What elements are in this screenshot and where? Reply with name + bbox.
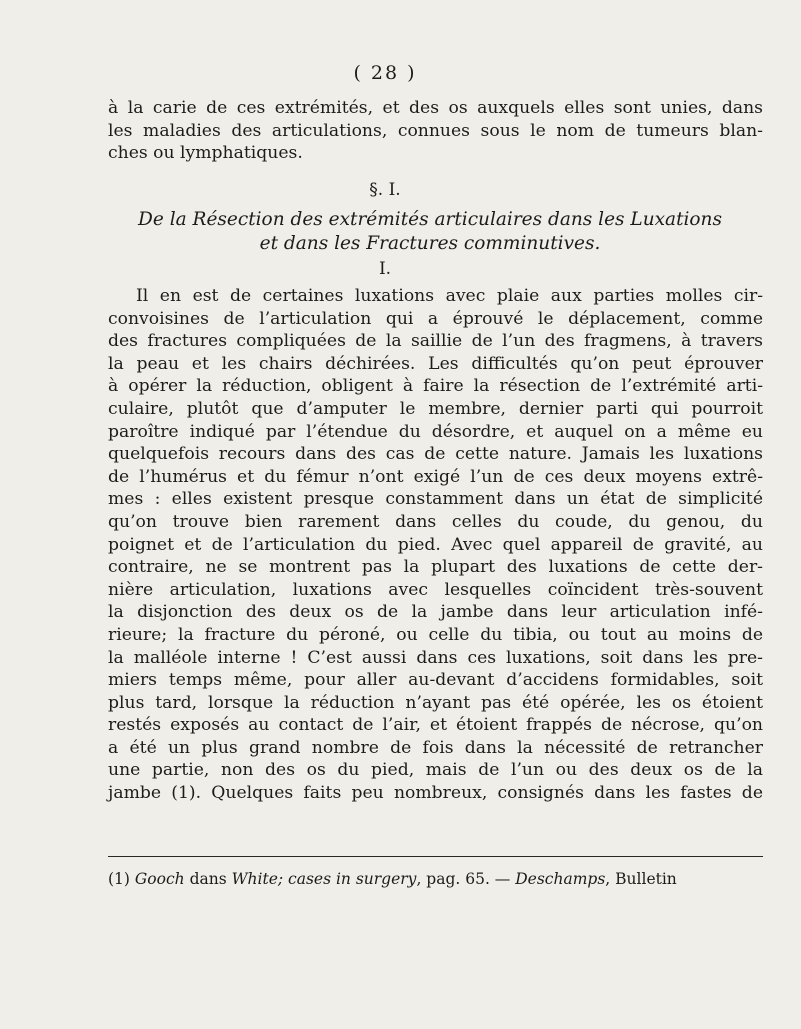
text-line: restés exposés au contact de l’air, et étoient frappés de nécrose, qu’on [108, 715, 763, 736]
section-title-line: et dans les Fractures comminutives. [259, 233, 601, 254]
text-line: a été un plus grand nombre de fois dans la nécessité de retrancher [108, 737, 763, 758]
text-line: qu’on trouve bien rarement dans celles du coude, du genou, du [108, 511, 763, 532]
footnote-divider [108, 856, 763, 857]
text-line: la malléole interne ! C’est aussi dans ces luxations, soit dans les pre- [108, 647, 763, 668]
text-line: quelquefois recours dans des cas de cette nature. Jamais les luxations [108, 444, 763, 465]
section-mark: §. I. [369, 180, 401, 200]
text-line: contraire, ne se montrent pas la plupart des luxations de cette der- [108, 557, 763, 578]
text-line: ches ou lymphatiques. [108, 143, 303, 164]
footnote [108, 870, 763, 888]
text-line: Il en est de certaines luxations avec plaie aux parties molles cir- [136, 286, 763, 306]
text-line: culaire, plutôt que d’amputer le membre, dernier parti qui pourroit [108, 398, 763, 419]
text-line: à la carie de ces extrémités, et des os auxquels elles sont unies, dans [108, 98, 763, 118]
page-number: ( 28 ) [353, 62, 417, 84]
text-line: nière articulation, luxations avec lesquelles coïncident très-souvent [108, 579, 763, 600]
subsection-numeral: I. [378, 259, 392, 279]
body-paragraph [108, 285, 763, 805]
text-line: paroître indiqué par l’étendue du désordre, et auquel on a même eu [108, 421, 763, 442]
text-line: plus tard, lorsque la réduction n’ayant pas été opérée, les os étoient [108, 692, 763, 713]
text-line: jambe (1). Quelques faits peu nombreux, consignés dans les fastes de [108, 783, 763, 804]
footnote-work-title: White; cases in surgery [231, 870, 417, 888]
footnote-text: , Bulletin [605, 870, 677, 888]
text-line: la disjonction des deux os de la jambe dans leur articulation infé- [108, 602, 763, 623]
section-title [100, 208, 760, 256]
text-line: une partie, non des os du pied, mais de l’un ou des deux os de la [108, 760, 763, 781]
footnote-marker: (1) [108, 870, 130, 888]
text-line: mes : elles existent presque constamment dans un état de simplicité [108, 489, 763, 510]
text-line: convoisines de l’articulation qui a éprouvé le déplacement, comme [108, 308, 763, 329]
footnote-author: Deschamps [515, 870, 606, 888]
footnote-author: Gooch [134, 870, 185, 888]
intro-paragraph [108, 97, 763, 165]
text-line: la peau et les chairs déchirées. Les difficultés qu’on peut éprouver [108, 353, 763, 374]
text-line: de l’humérus et du fémur n’ont exigé l’un de ces deux moyens extrê- [108, 466, 763, 487]
text-line: à opérer la réduction, obligent à faire la résection de l’extrémité arti- [108, 376, 763, 397]
text-line: miers temps même, pour aller au-devant d’accidens formidables, soit [108, 670, 763, 691]
text-line: les maladies des articulations, connues sous le nom de tumeurs blan- [108, 120, 763, 141]
footnote-text: , pag. 65. — [416, 870, 511, 888]
text-line: des fractures compliquées de la saillie de l’un des fragmens, à travers [108, 331, 763, 352]
footnote-text: dans [189, 870, 227, 888]
text-line: poignet et de l’articulation du pied. Avec quel appareil de gravité, au [108, 534, 763, 555]
text-line: rieure; la fracture du péroné, ou celle du tibia, ou tout au moins de [108, 624, 763, 645]
section-title-line: De la Résection des extrémités articulaires dans les Luxations [138, 209, 722, 230]
